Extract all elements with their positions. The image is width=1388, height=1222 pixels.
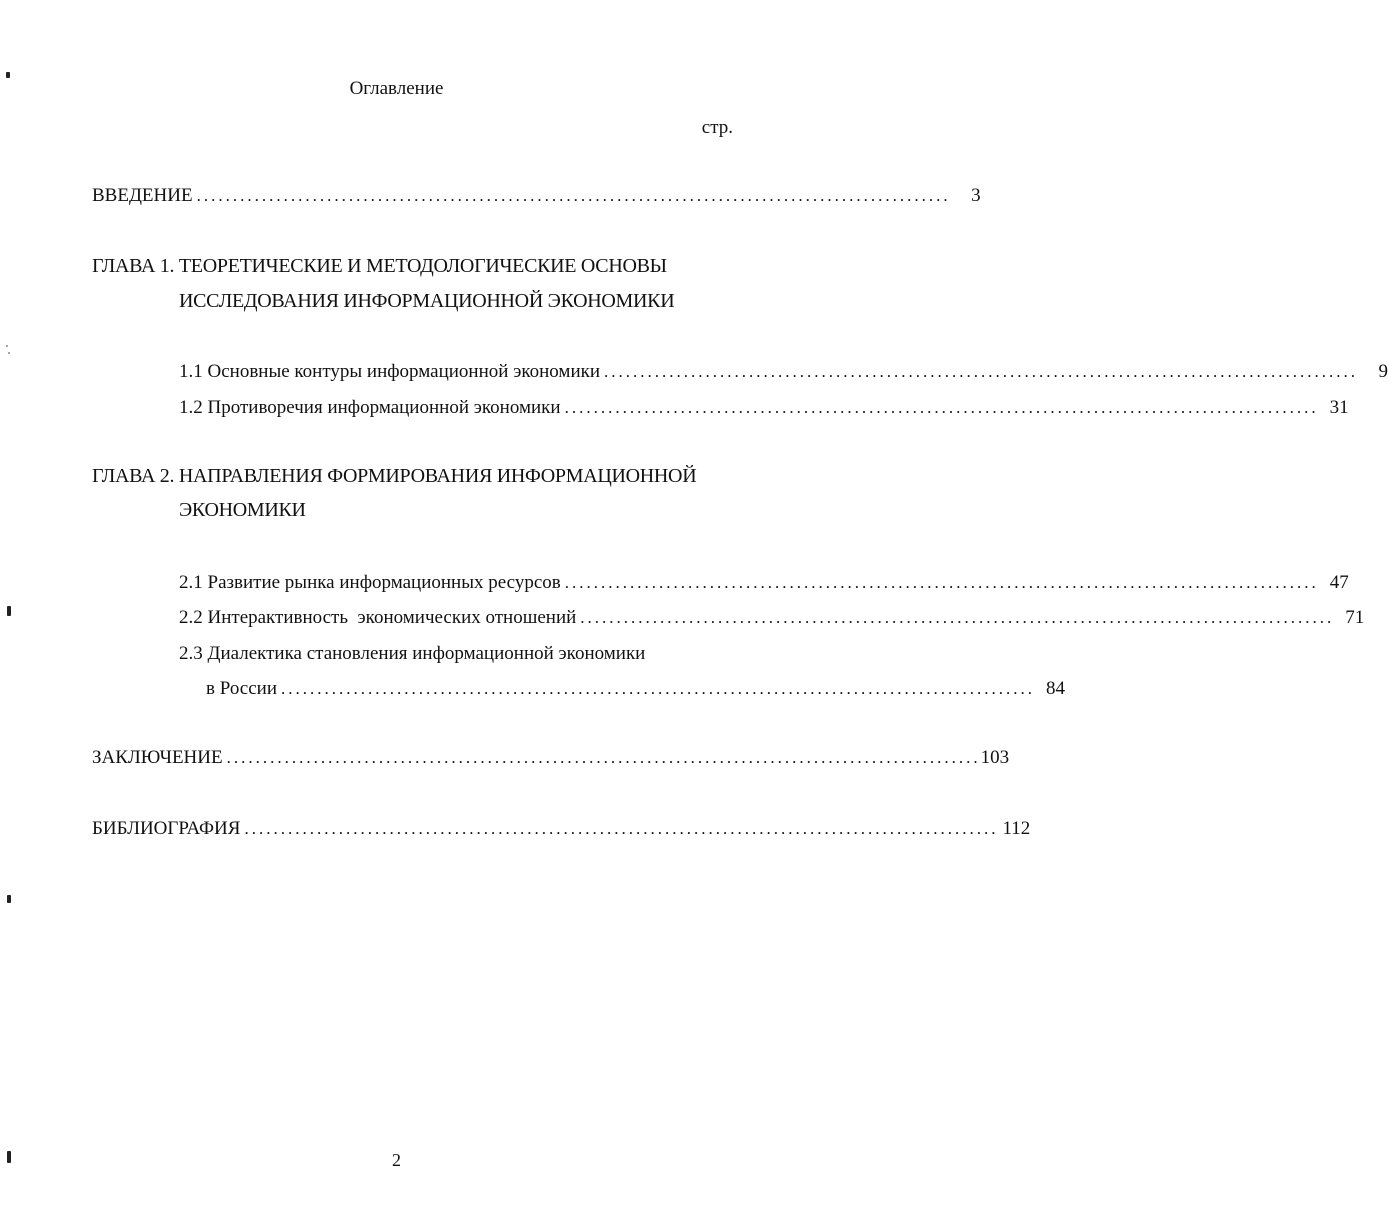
chapter2-heading-line1: ГЛАВА 2. НАПРАВЛЕНИЯ ФОРМИРОВАНИЯ ИНФОРМАЦИОННОЙ: [92, 465, 697, 487]
scan-mark: [7, 606, 11, 616]
toc-entry-label: БИБЛИОГРАФИЯ: [92, 818, 241, 839]
toc-entry-page: 103: [980, 747, 1010, 768]
toc-entry-page: 9: [1378, 361, 1388, 382]
toc-entry-section-2-2[interactable]: [179, 607, 1365, 629]
toc-entry-page: 112: [1002, 818, 1031, 839]
toc-leader-dots: ........................................................................................................: [196, 186, 951, 205]
scan-mark: [7, 895, 11, 903]
page-title: Оглавление: [349, 78, 444, 99]
chapter2-heading-line2: ЭКОНОМИКИ: [179, 499, 306, 521]
scan-speck: [8, 352, 10, 354]
toc-entry-section-2-1[interactable]: [179, 572, 1349, 594]
toc-leader-dots: ........................................................................................................: [604, 362, 1359, 381]
toc-leader-dots: ........................................................................................................: [580, 608, 1335, 627]
toc-entry-page: 3: [971, 185, 981, 206]
scan-speck: [6, 345, 8, 347]
toc-entry-label: 2.1 Развитие рынка информационных ресурсов: [179, 572, 561, 593]
toc-entry-page: 47: [1329, 572, 1349, 593]
toc-entry-label: 1.2 Противоречия информационной экономики: [179, 397, 561, 418]
toc-entry-introduction[interactable]: [92, 185, 981, 207]
toc-entry-label: 1.1 Основные контуры информационной экономики: [179, 361, 601, 382]
toc-entry-section-2-3[interactable]: [206, 678, 1065, 700]
toc-leader-dots: ........................................................................................................: [226, 748, 981, 767]
chapter1-heading-line1: ГЛАВА 1. ТЕОРЕТИЧЕСКИЕ И МЕТОДОЛОГИЧЕСКИЕ ОСНОВЫ: [92, 255, 667, 277]
toc-entry-page: 71: [1345, 607, 1365, 628]
toc-leader-dots: ........................................................................................................: [564, 398, 1319, 417]
toc-entry-section-1-2[interactable]: [179, 397, 1349, 419]
chapter1-heading-line2: ИССЛЕДОВАНИЯ ИНФОРМАЦИОННОЙ ЭКОНОМИКИ: [179, 290, 675, 312]
toc-entry-label: в России: [206, 678, 277, 699]
page-number: 2: [392, 1150, 401, 1170]
toc-entry-page: 84: [1046, 678, 1065, 699]
page-column-label: стр.: [701, 117, 733, 138]
toc-leader-dots: ........................................................................................................: [244, 819, 999, 838]
toc-leader-dots: ........................................................................................................: [281, 679, 1035, 698]
toc-entry-page: 31: [1329, 397, 1349, 418]
toc-entry-label: ЗАКЛЮЧЕНИЕ: [92, 747, 223, 768]
toc-entry-label: ВВЕДЕНИЕ: [92, 185, 193, 206]
toc-leader-dots: ........................................................................................................: [564, 573, 1319, 592]
toc-entry-label: 2.2 Интерактивность экономических отношений: [179, 607, 577, 628]
toc-entry-section-1-1[interactable]: [179, 361, 1388, 383]
toc-entry-bibliography[interactable]: [92, 818, 1031, 840]
toc-entry-section-2-3-line1: 2.3 Диалектика становления информационной экономики: [179, 643, 646, 664]
toc-entry-conclusion[interactable]: [92, 747, 1010, 769]
